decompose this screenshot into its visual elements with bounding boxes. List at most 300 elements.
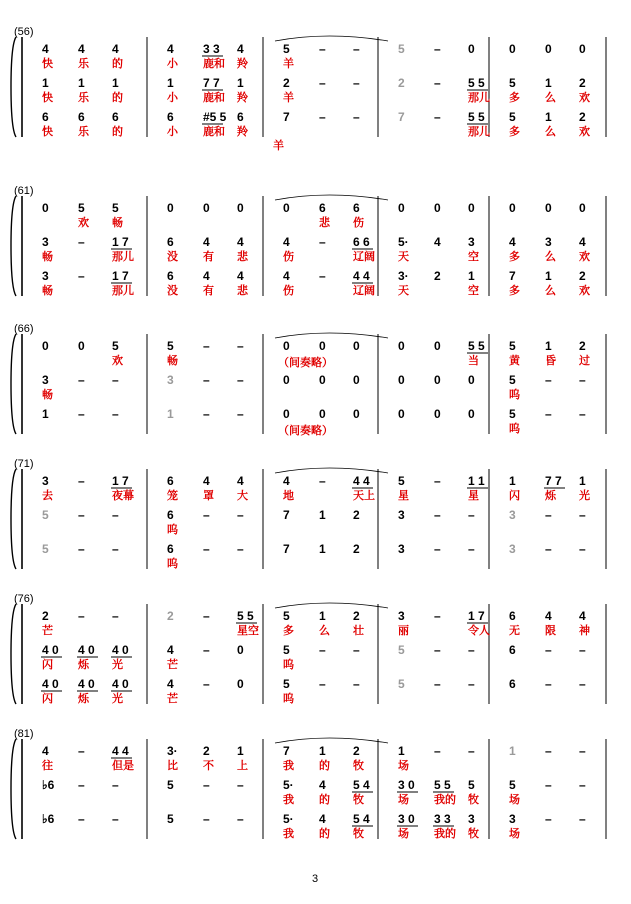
note: 1 (42, 76, 49, 90)
note: 2 (398, 76, 405, 90)
system-brace (11, 604, 16, 704)
note: 5 (112, 201, 119, 215)
note: 6 (353, 201, 360, 215)
note: #5 5 (203, 110, 227, 124)
note: 4 (434, 235, 441, 249)
note: 0 (434, 373, 441, 387)
lyric: 伤 (283, 251, 294, 263)
note: 6 (112, 110, 119, 124)
note: 0 (468, 407, 475, 421)
lyric: 没 (167, 285, 178, 297)
note: 0 (237, 201, 244, 215)
lyric: 的 (319, 828, 330, 840)
lyric: 快 (42, 58, 53, 70)
note: – (319, 76, 326, 90)
note: – (468, 508, 475, 522)
lyric: 牧 (353, 794, 364, 806)
note: 7 (283, 744, 290, 758)
note: 3 (42, 269, 49, 283)
note: – (353, 643, 360, 657)
lyric: 多 (283, 625, 294, 637)
lyric: 欢 (78, 217, 89, 229)
note: 6 (167, 542, 174, 556)
note: 5 5 (468, 110, 485, 124)
lyric: 那儿 (468, 126, 490, 138)
lyric: 天 (398, 285, 409, 297)
note: – (545, 373, 552, 387)
lyric: 昏 (545, 355, 556, 367)
note: – (468, 542, 475, 556)
note: – (434, 474, 441, 488)
note: 5 (398, 677, 405, 691)
note: 4 (42, 744, 49, 758)
note: 3 (509, 508, 516, 522)
note: – (203, 373, 210, 387)
lyric: 那儿 (112, 251, 134, 263)
note: 0 (434, 339, 441, 353)
note: 5 (283, 677, 290, 691)
lyric: 么 (545, 92, 556, 104)
note: – (112, 407, 119, 421)
lyric: 不 (203, 760, 214, 772)
note: 6 (509, 609, 516, 623)
note: 0 (468, 201, 475, 215)
note: – (579, 508, 586, 522)
note: – (78, 609, 85, 623)
note: 0 (398, 339, 405, 353)
lyric: 星 (398, 490, 409, 502)
note: 2 (42, 609, 49, 623)
note: 1 1 (468, 474, 485, 488)
measure-number: (61) (14, 185, 34, 197)
note: – (579, 373, 586, 387)
note: 0 (283, 407, 290, 421)
note: 0 (579, 201, 586, 215)
lyric: 芒 (167, 693, 178, 705)
note: 5 (509, 76, 516, 90)
note: 0 (579, 42, 586, 56)
note: 0 (167, 201, 174, 215)
note: 5 (167, 812, 174, 826)
note: 6 (167, 269, 174, 283)
note: 0 (509, 201, 516, 215)
lyric: 去 (42, 490, 53, 502)
note: – (319, 235, 326, 249)
note: 3 (468, 235, 475, 249)
note: – (319, 677, 326, 691)
lyric: 多 (509, 285, 520, 297)
lyric: 限 (545, 625, 556, 637)
note: 1 (579, 474, 586, 488)
lyric: 星 (468, 490, 479, 502)
note: – (203, 643, 210, 657)
note: 3 (509, 812, 516, 826)
note: – (545, 744, 552, 758)
note: 4 (167, 42, 174, 56)
tie-arc (275, 333, 388, 338)
note: – (579, 643, 586, 657)
note: ♭6 (42, 778, 55, 792)
lyric: 场 (398, 828, 409, 840)
note: 5 (509, 339, 516, 353)
lyric: 我 (283, 828, 294, 840)
note: 6 (42, 110, 49, 124)
note: – (78, 778, 85, 792)
note: 5 (509, 407, 516, 421)
note: 4 (283, 474, 290, 488)
note: 3 (167, 373, 174, 387)
note: – (237, 407, 244, 421)
lyric: 无 (509, 625, 520, 637)
note: – (353, 76, 360, 90)
note: 2 (579, 76, 586, 90)
note: 0 (353, 407, 360, 421)
note: 4 (545, 609, 552, 623)
note: 2 (579, 110, 586, 124)
note: 4 (167, 643, 174, 657)
note: – (434, 42, 441, 56)
note: – (545, 508, 552, 522)
note: – (545, 407, 552, 421)
lyric: 羚 (237, 126, 248, 138)
note: 0 (78, 339, 85, 353)
note: 0 (353, 339, 360, 353)
note: 4 4 (353, 474, 370, 488)
note: 1 (319, 542, 326, 556)
note: – (353, 42, 360, 56)
note: 0 (468, 42, 475, 56)
lyric: 辽阔 (353, 251, 375, 263)
note: – (545, 643, 552, 657)
lyric: 呜 (167, 524, 178, 536)
note: 1 (237, 744, 244, 758)
lyric: 有 (203, 285, 214, 297)
note: 0 (203, 201, 210, 215)
lyric: 场 (398, 794, 409, 806)
note: 1 (167, 76, 174, 90)
lyric: 牧 (353, 828, 364, 840)
lyric: 光 (579, 490, 590, 502)
note: – (203, 508, 210, 522)
note: 4 (237, 235, 244, 249)
tie-arc (275, 603, 388, 608)
note: 5· (283, 812, 294, 826)
lyric: 伤 (353, 217, 364, 229)
note: 1 (545, 339, 552, 353)
lyric: 畅 (42, 251, 53, 263)
lyric: 光 (112, 693, 123, 705)
lyric: 的 (112, 92, 123, 104)
note: – (434, 609, 441, 623)
note: 2 (167, 609, 174, 623)
note: 4 (237, 269, 244, 283)
interlude-label: （间奏略） (278, 357, 333, 369)
measure-number: (56) (14, 26, 34, 38)
lyric: 我 (283, 760, 294, 772)
note: – (112, 508, 119, 522)
note: 0 (319, 339, 326, 353)
lyric: 的 (112, 58, 123, 70)
note: ♭6 (42, 812, 55, 826)
note: 1 (167, 407, 174, 421)
note: 3 3 (203, 42, 220, 56)
note: 0 (509, 42, 516, 56)
note: 5 (42, 542, 49, 556)
note: 3 0 (398, 778, 415, 792)
lyric: 么 (545, 126, 556, 138)
tie-arc (275, 468, 388, 473)
lyric: 呜 (167, 558, 178, 570)
note: – (468, 677, 475, 691)
note: 4 (237, 474, 244, 488)
note: 7 (398, 110, 405, 124)
note: 0 (398, 373, 405, 387)
note: – (203, 339, 210, 353)
note: 2 (283, 76, 290, 90)
lyric: 欢 (579, 126, 590, 138)
lyric: 鹿和 (203, 126, 225, 138)
lyric: 么 (545, 251, 556, 263)
lyric: 欢 (579, 251, 590, 263)
note: – (203, 778, 210, 792)
system-brace (11, 739, 16, 839)
note: 5 (509, 110, 516, 124)
lyric: 伤 (283, 285, 294, 297)
note: – (78, 474, 85, 488)
note: 6 (237, 110, 244, 124)
note: 1 (545, 269, 552, 283)
note: – (545, 542, 552, 556)
note: 0 (434, 201, 441, 215)
note: 0 (468, 373, 475, 387)
note: – (203, 407, 210, 421)
note: 1 (468, 269, 475, 283)
note: – (579, 812, 586, 826)
note: 5 (167, 778, 174, 792)
note: 4 (319, 812, 326, 826)
note: 7 (283, 542, 290, 556)
note: – (434, 643, 441, 657)
lyric: 的 (319, 760, 330, 772)
note: 0 (434, 407, 441, 421)
note: 4 (579, 609, 586, 623)
lyric: 的 (112, 126, 123, 138)
lyric: 有 (203, 251, 214, 263)
lyric: 快 (42, 92, 53, 104)
lyric: 乐 (78, 126, 89, 138)
note: 3 (42, 373, 49, 387)
lyric: 多 (509, 92, 520, 104)
note: 3 0 (398, 812, 415, 826)
note: 5 5 (468, 339, 485, 353)
interlude-label: （间奏略） (278, 425, 333, 437)
system-brace (11, 37, 16, 137)
note: – (237, 508, 244, 522)
note: 1 (398, 744, 405, 758)
lyric: 畅 (167, 355, 178, 367)
lyric: 羊 (283, 58, 294, 70)
note: 5 5 (237, 609, 254, 623)
note: – (545, 778, 552, 792)
note: 4 0 (78, 643, 95, 657)
lyric: 场 (509, 794, 520, 806)
note: – (579, 744, 586, 758)
lyric: 那儿 (468, 92, 490, 104)
lyric: 闪 (42, 693, 53, 705)
lyric: 辽阔 (353, 285, 375, 297)
note: 4 (579, 235, 586, 249)
tie-arc (275, 36, 388, 41)
note: 4 4 (353, 269, 370, 283)
lyric: 欢 (579, 92, 590, 104)
lyric: 我的 (434, 828, 456, 840)
note: 4 0 (42, 643, 59, 657)
note: 1 (319, 609, 326, 623)
note: – (203, 812, 210, 826)
note: 0 (283, 373, 290, 387)
note: – (78, 508, 85, 522)
lyric: 没 (167, 251, 178, 263)
note: 7 7 (203, 76, 220, 90)
measure-number: (66) (14, 323, 34, 335)
lyric: 我 (283, 794, 294, 806)
measure-number: (71) (14, 458, 34, 470)
note: 4 (42, 42, 49, 56)
note: 5 (283, 643, 290, 657)
note: 4 0 (112, 677, 129, 691)
note: 1 (509, 474, 516, 488)
note: 3 (42, 235, 49, 249)
lyric: 小 (167, 92, 178, 104)
note: 0 (42, 201, 49, 215)
lyric: 笼 (167, 490, 178, 502)
note: – (78, 407, 85, 421)
lyric: 烁 (78, 693, 89, 705)
note: 4 (319, 778, 326, 792)
note: 2 (434, 269, 441, 283)
note: – (468, 744, 475, 758)
note: 4 (283, 269, 290, 283)
note: 2 (353, 609, 360, 623)
lyric: 鹿和 (203, 92, 225, 104)
lyric: 当 (468, 355, 479, 367)
note: 6 (167, 474, 174, 488)
note: – (319, 474, 326, 488)
note: 2 (579, 339, 586, 353)
note: 5 (112, 339, 119, 353)
note: – (353, 110, 360, 124)
lyric: 神 (579, 625, 590, 637)
note: – (78, 542, 85, 556)
note: – (237, 812, 244, 826)
lyric: 牧 (468, 828, 479, 840)
lyric: 场 (398, 760, 409, 772)
lyric: 天 (398, 251, 409, 263)
lyric: 小 (167, 126, 178, 138)
note: – (545, 812, 552, 826)
lyric: 地 (283, 490, 294, 502)
note: 2 (579, 269, 586, 283)
note: 5 (283, 609, 290, 623)
page-number: 3 (312, 873, 319, 885)
lyric: 星空 (237, 625, 259, 637)
note: – (237, 542, 244, 556)
note: – (203, 677, 210, 691)
tie-arc (275, 738, 388, 743)
note: 0 (353, 373, 360, 387)
lyric: 场 (509, 828, 520, 840)
note: – (78, 812, 85, 826)
lyric: 我的 (434, 794, 456, 806)
note: 0 (545, 201, 552, 215)
note: – (237, 373, 244, 387)
note: 3 (545, 235, 552, 249)
lyric: 黄 (509, 355, 520, 367)
note: – (579, 542, 586, 556)
lyric: 芒 (42, 625, 53, 637)
note: 6 (167, 235, 174, 249)
lyric: 畅 (112, 217, 123, 229)
note: 1 (42, 407, 49, 421)
lyric: 罩 (203, 490, 214, 502)
lyric: 多 (509, 126, 520, 138)
note: 5 5 (468, 76, 485, 90)
note: 3· (167, 744, 178, 758)
note: 0 (319, 407, 326, 421)
lyric: 夜幕 (112, 490, 134, 502)
note: 5 4 (353, 778, 370, 792)
note: 3 (398, 609, 405, 623)
note: 4 (167, 677, 174, 691)
note: – (319, 643, 326, 657)
note: – (579, 778, 586, 792)
lyric: 么 (545, 285, 556, 297)
note: 2 (353, 508, 360, 522)
note: 1 (509, 744, 516, 758)
note: 1 (78, 76, 85, 90)
lyric: 羚 (237, 58, 248, 70)
note: 0 (237, 677, 244, 691)
lyric: 乐 (78, 58, 89, 70)
note: 5 (398, 474, 405, 488)
note: 0 (398, 201, 405, 215)
note: 7 7 (545, 474, 562, 488)
note: – (319, 110, 326, 124)
note: – (112, 542, 119, 556)
note: 1 (319, 744, 326, 758)
note: 1 (545, 76, 552, 90)
tie-arc (275, 195, 388, 200)
lyric: 欢 (579, 285, 590, 297)
note: 6 (319, 201, 326, 215)
lyric: 芒 (167, 659, 178, 671)
lyric: 但是 (112, 760, 134, 772)
note: 2 (353, 744, 360, 758)
note: – (434, 542, 441, 556)
note: 1 7 (468, 609, 485, 623)
note: 4 (203, 474, 210, 488)
lyric: 乐 (78, 92, 89, 104)
note: 6 (78, 110, 85, 124)
note: – (237, 778, 244, 792)
note: 3· (398, 269, 409, 283)
note: – (112, 373, 119, 387)
note: 1 (237, 76, 244, 90)
lyric: 空 (468, 285, 479, 297)
note: 4 (509, 235, 516, 249)
note: 4 (283, 235, 290, 249)
note: – (78, 235, 85, 249)
